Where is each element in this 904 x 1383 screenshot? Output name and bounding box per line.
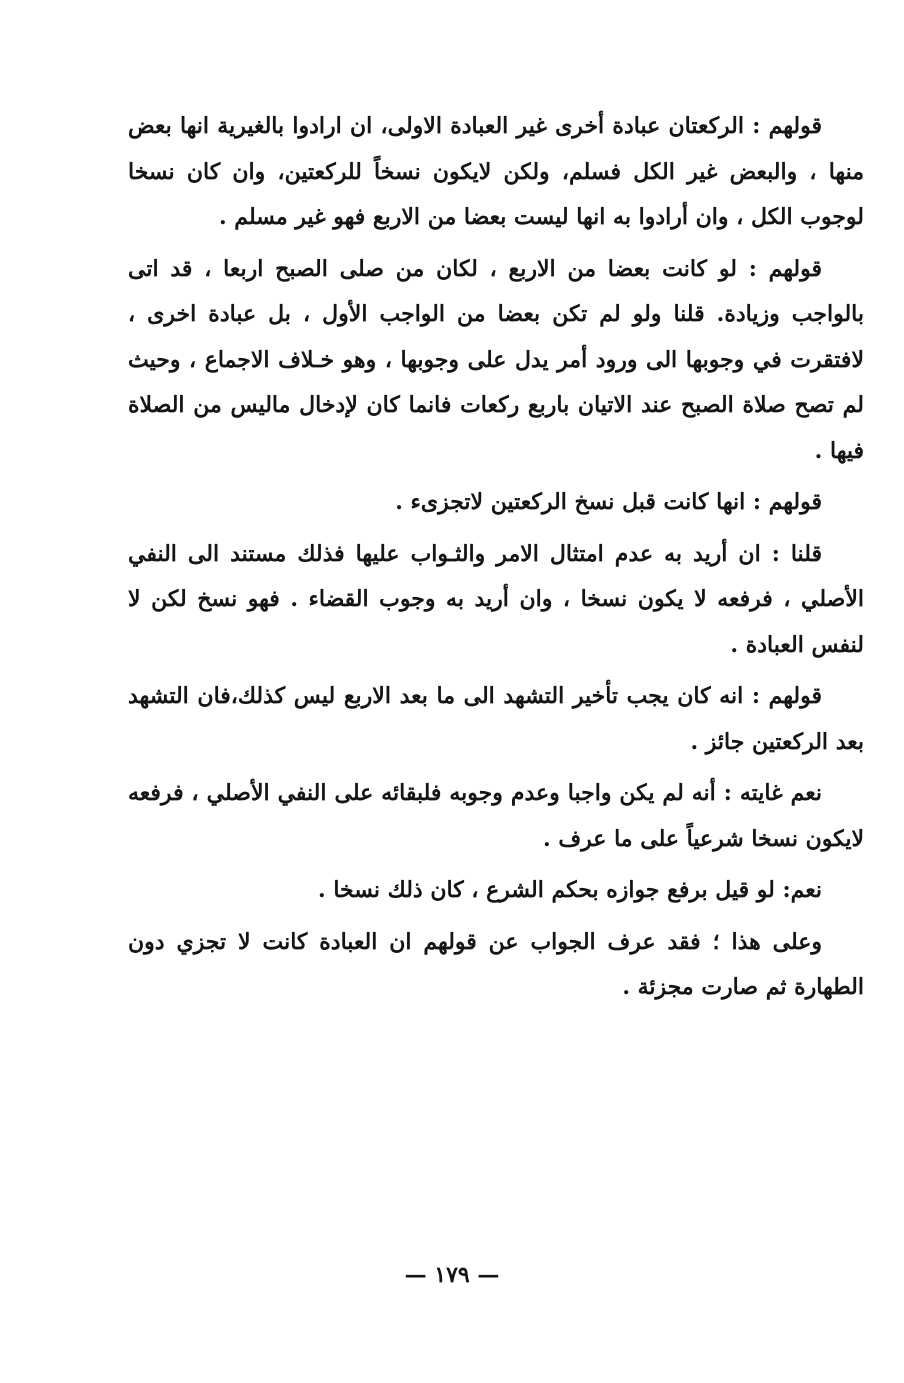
- body-text: [128, 104, 864, 1011]
- paragraph-2: قولهم : لو كانت بعضا من الاربع ، لكان من صلى الصبح اربعا ، قد اتى بالواجب وزيادة. قلنا ولو لم تكن بعضا من الواجب الأول ، بل عبادة اخرى ، لافتقرت في وجوبها الى ورود أمر يدل على وجوبها ، وهو خـلاف الاجماع ، وحيث لم تصح صلاة الصبح عند الاتيان باربع ركعات فانما كان لإدخال ماليس من الصلاة فيها .: [128, 255, 864, 464]
- paragraph-5: قولهم : انه كان يجب تأخير التشهد الى ما بعد الاربع ليس كذلك،فان التشهد بعد الركعتين جائز .: [128, 683, 864, 755]
- paragraph-1: قولهم : الركعتان عبادة أخرى غير العبادة الاولى، ان ارادوا بالغيرية انها بعض منها ، والبعض غير الكل فسلم، ولكن لايكون نسخاً للركعتين، وان كان نسخا لوجوب الكل ، وان أرادوا به انها ليست بعضا من الاربع فهو غير مسلم .: [128, 113, 864, 230]
- paragraph-3: قولهم : انها كانت قبل نسخ الركعتين لاتجزىء .: [395, 489, 822, 515]
- paragraph-6: نعم غايته : أنه لم يكن واجبا وعدم وجوبه فلبقائه على النفي الأصلي ، فرفعه لايكون نسخا شرعياً على ما عرف .: [128, 780, 864, 852]
- paragraph-8: وعلى هذا ؛ فقد عرف الجواب عن قولهم ان العبادة كانت لا تجزي دون الطهارة ثم صارت مجزئة .: [128, 928, 864, 1000]
- paragraph-4: قلنا : ان أريد به عدم امتثال الامر والثـواب عليها فذلك مستند الى النفي الأصلي ، فرفعه لا يكون نسخا ، وان أريد به وجوب القضاء . فهو نسخ لكن لا لنفس العبادة .: [128, 540, 864, 658]
- page-number: — ١٧٩ —: [404, 1262, 500, 1288]
- paragraph-7: نعم: لو قيل برفع جوازه بحكم الشرع ، كان ذلك نسخا .: [318, 877, 822, 903]
